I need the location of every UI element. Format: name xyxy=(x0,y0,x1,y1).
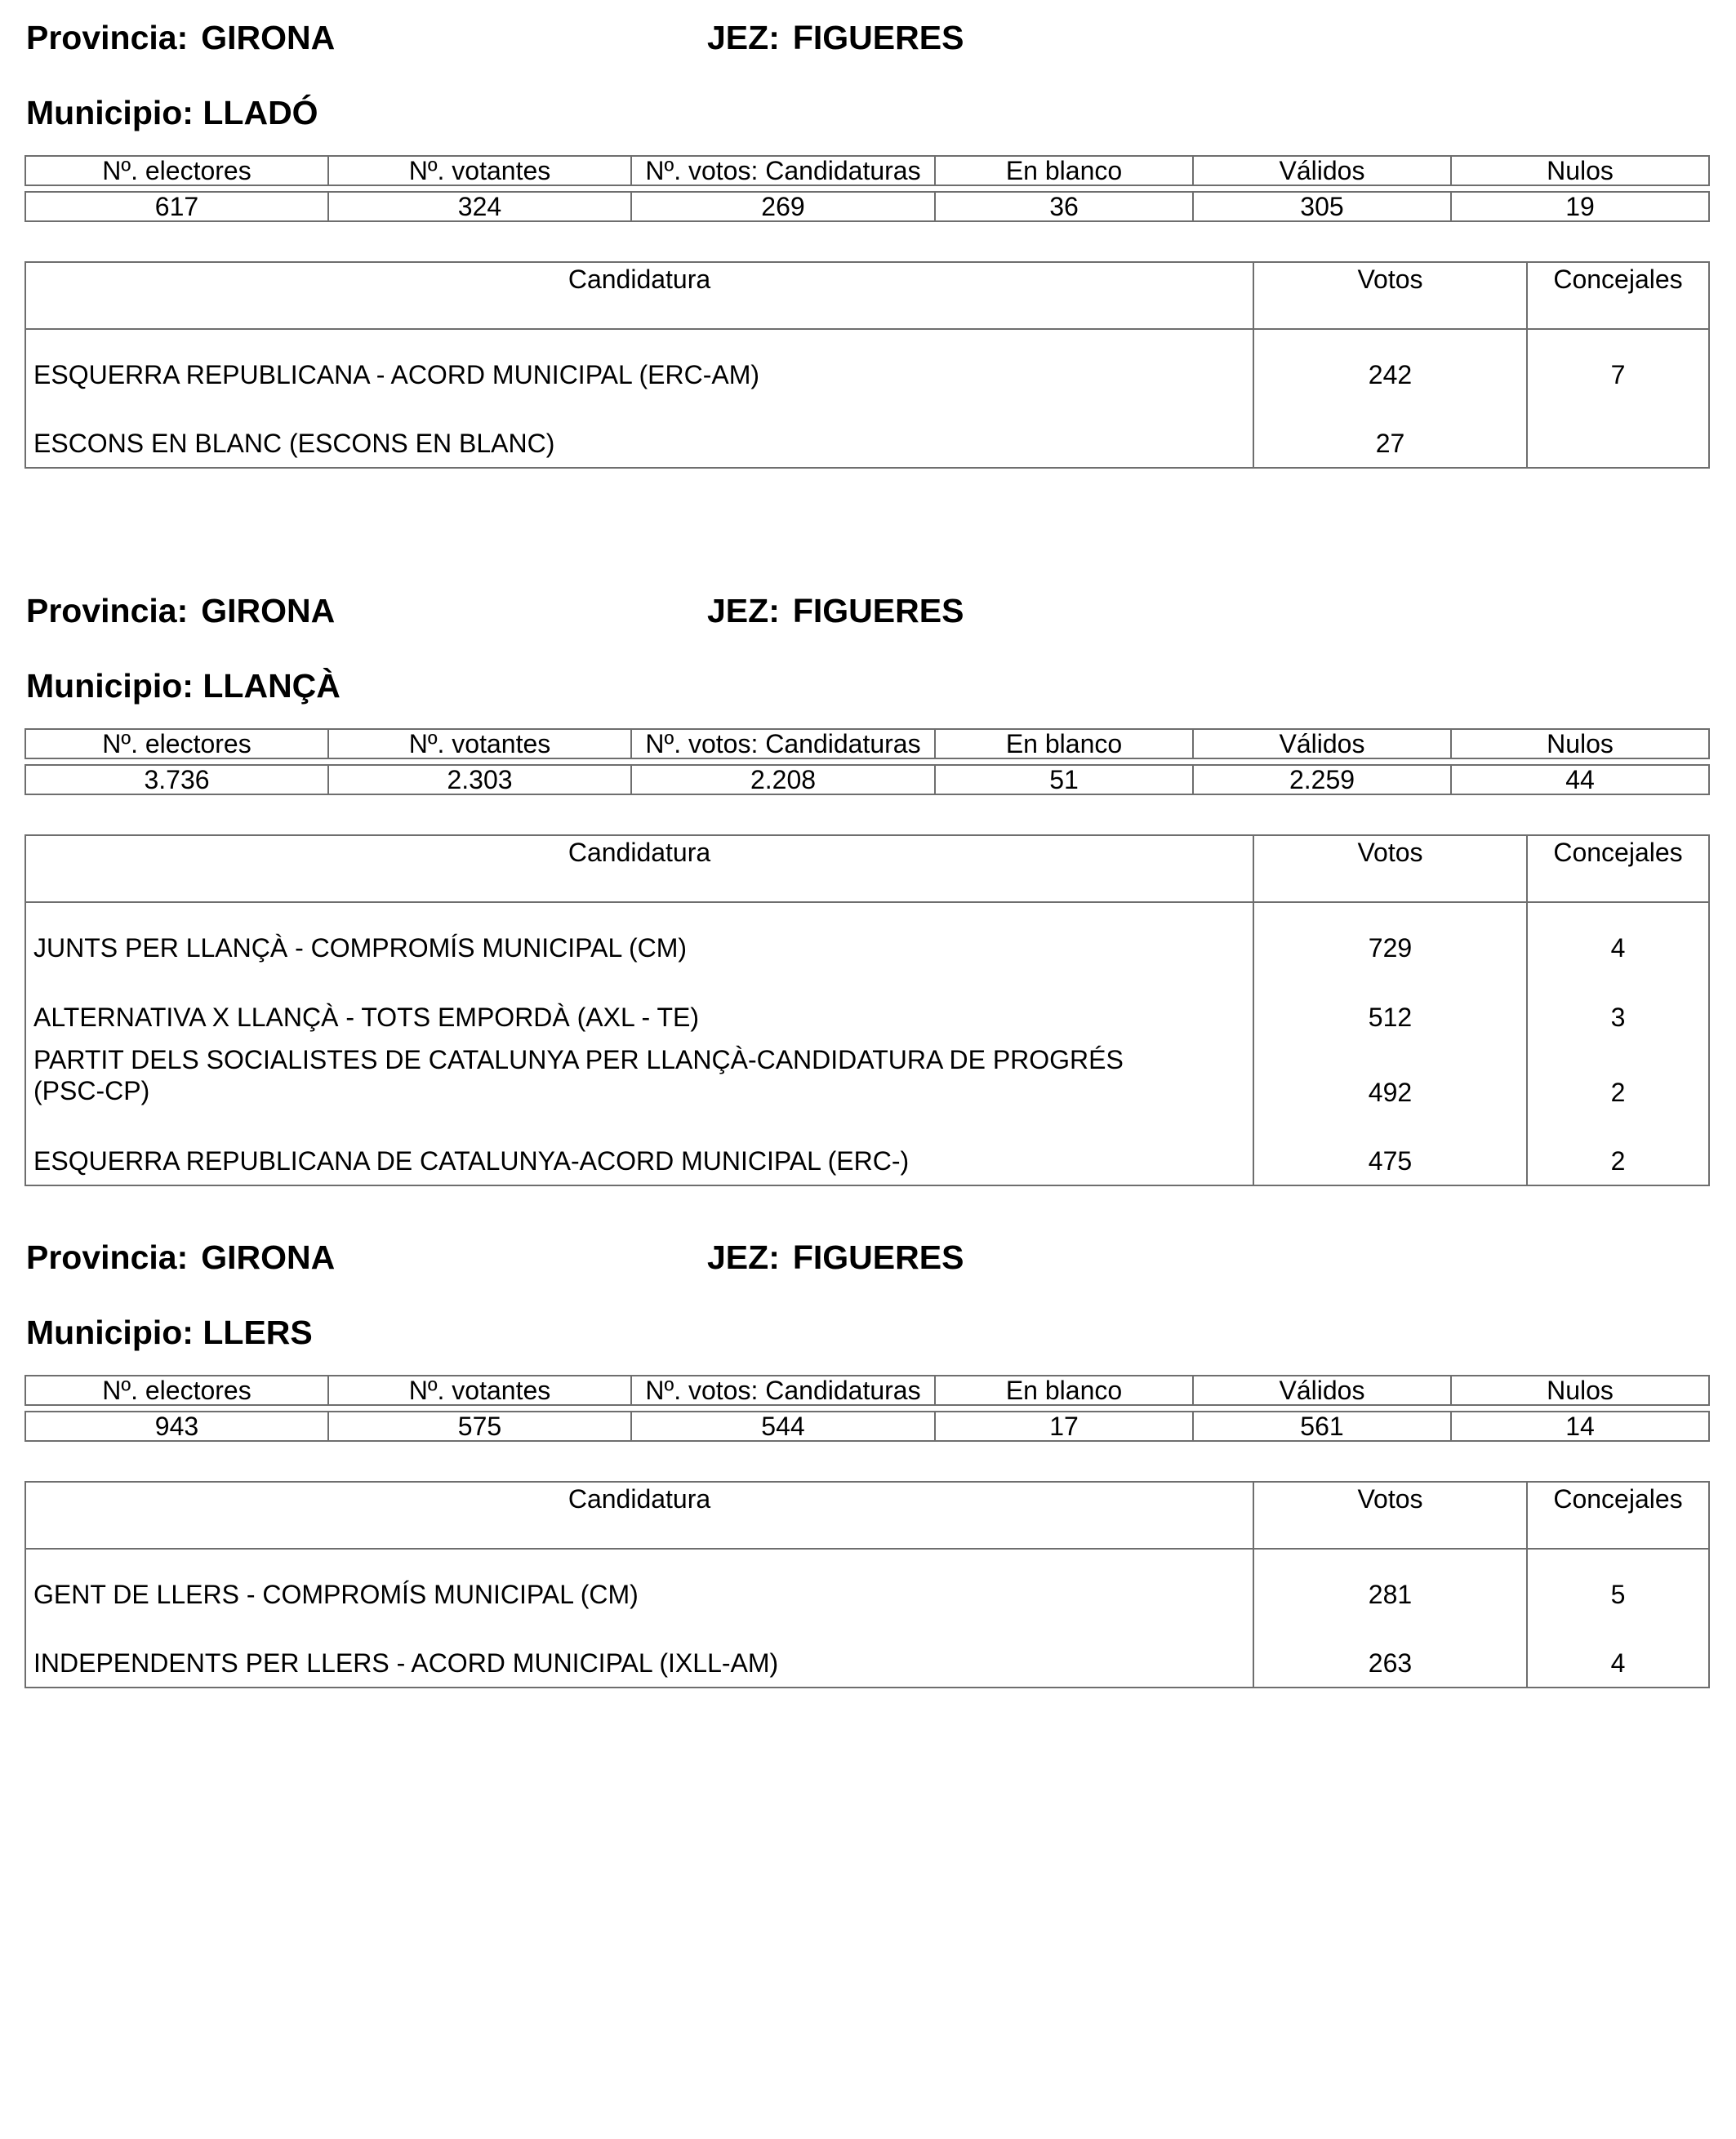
value-electores: 943 xyxy=(25,1412,328,1441)
value-votos-candidaturas: 269 xyxy=(631,192,935,221)
col-votos-candidaturas: Nº. votos: Candidaturas xyxy=(631,1376,935,1405)
candidates-table xyxy=(24,834,1710,1186)
table-row xyxy=(25,902,1709,972)
col-en-blanco: En blanco xyxy=(935,729,1193,758)
col-nulos: Nulos xyxy=(1451,156,1709,185)
municipio-line xyxy=(26,669,341,703)
candidate-name: INDEPENDENTS PER LLERS - ACORD MUNICIPAL (IXLL-AM) xyxy=(25,1618,1253,1688)
col-votos: Votos xyxy=(1253,835,1527,902)
col-validos: Válidos xyxy=(1193,729,1451,758)
candidate-concejales: 4 xyxy=(1527,902,1709,972)
value-electores: 3.736 xyxy=(25,765,328,794)
candidate-concejales: 4 xyxy=(1527,1618,1709,1688)
col-candidatura: Candidatura xyxy=(25,262,1253,329)
municipio-value: LLERS xyxy=(203,1314,313,1351)
provincia-line xyxy=(26,21,335,55)
value-en-blanco: 36 xyxy=(935,192,1193,221)
col-concejales: Concejales xyxy=(1527,835,1709,902)
summary-values-table xyxy=(24,1411,1710,1442)
table-row xyxy=(25,329,1709,398)
value-votos-candidaturas: 544 xyxy=(631,1412,935,1441)
value-votos-candidaturas: 2.208 xyxy=(631,765,935,794)
summary-values-table xyxy=(24,764,1710,795)
col-candidatura: Candidatura xyxy=(25,1482,1253,1549)
municipio-line xyxy=(26,1316,313,1350)
jez-label: JEZ: xyxy=(707,19,780,56)
table-row xyxy=(25,1618,1709,1688)
col-nulos: Nulos xyxy=(1451,1376,1709,1405)
candidate-name: ESQUERRA REPUBLICANA - ACORD MUNICIPAL (ERC-AM) xyxy=(25,329,1253,398)
candidate-votos: 729 xyxy=(1253,902,1527,972)
candidate-concejales xyxy=(1527,398,1709,468)
summary-header-table xyxy=(24,1375,1710,1406)
col-votantes: Nº. votantes xyxy=(328,156,631,185)
value-en-blanco: 51 xyxy=(935,765,1193,794)
municipio-value: LLADÓ xyxy=(203,94,318,131)
candidate-votos: 242 xyxy=(1253,329,1527,398)
municipio-label: Municipio: xyxy=(26,667,194,705)
candidate-concejales: 5 xyxy=(1527,1549,1709,1618)
value-validos: 305 xyxy=(1193,192,1451,221)
table-row xyxy=(25,398,1709,468)
provincia-value: GIRONA xyxy=(201,592,336,629)
value-nulos: 14 xyxy=(1451,1412,1709,1441)
provincia-label: Provincia: xyxy=(26,19,189,56)
col-electores: Nº. electores xyxy=(25,729,328,758)
col-electores: Nº. electores xyxy=(25,1376,328,1405)
value-nulos: 19 xyxy=(1451,192,1709,221)
provincia-label: Provincia: xyxy=(26,592,189,629)
candidate-votos: 263 xyxy=(1253,1618,1527,1688)
col-votantes: Nº. votantes xyxy=(328,1376,631,1405)
jez-line xyxy=(707,1238,964,1276)
col-en-blanco: En blanco xyxy=(935,1376,1193,1405)
jez-value: FIGUERES xyxy=(792,592,964,629)
candidates-table xyxy=(24,261,1710,469)
summary-header-table xyxy=(24,155,1710,186)
candidates-table xyxy=(24,1481,1710,1688)
jez-label: JEZ: xyxy=(707,1238,780,1276)
municipio-label: Municipio: xyxy=(26,94,194,131)
col-votos-candidaturas: Nº. votos: Candidaturas xyxy=(631,729,935,758)
col-en-blanco: En blanco xyxy=(935,156,1193,185)
value-en-blanco: 17 xyxy=(935,1412,1193,1441)
col-nulos: Nulos xyxy=(1451,729,1709,758)
candidate-concejales: 3 xyxy=(1527,972,1709,1041)
provincia-label: Provincia: xyxy=(26,1238,189,1276)
candidate-concejales: 2 xyxy=(1527,1116,1709,1185)
jez-line xyxy=(707,21,964,55)
table-row xyxy=(25,1116,1709,1185)
jez-value: FIGUERES xyxy=(792,19,964,56)
col-electores: Nº. electores xyxy=(25,156,328,185)
municipio-value: LLANÇÀ xyxy=(203,667,341,705)
value-nulos: 44 xyxy=(1451,765,1709,794)
candidate-votos: 512 xyxy=(1253,972,1527,1041)
table-row xyxy=(25,1549,1709,1618)
candidate-concejales: 7 xyxy=(1527,329,1709,398)
jez-line xyxy=(707,594,964,628)
candidate-name: GENT DE LLERS - COMPROMÍS MUNICIPAL (CM) xyxy=(25,1549,1253,1618)
candidate-votos: 475 xyxy=(1253,1116,1527,1185)
candidate-name: JUNTS PER LLANÇÀ - COMPROMÍS MUNICIPAL (CM) xyxy=(25,902,1253,972)
value-votantes: 2.303 xyxy=(328,765,631,794)
provincia-line xyxy=(26,1238,336,1276)
summary-header-table xyxy=(24,728,1710,759)
summary-values-table xyxy=(24,191,1710,222)
municipio-label: Municipio: xyxy=(26,1314,194,1351)
col-concejales: Concejales xyxy=(1527,262,1709,329)
col-votos: Votos xyxy=(1253,1482,1527,1549)
value-validos: 561 xyxy=(1193,1412,1451,1441)
candidate-votos: 492 xyxy=(1253,1041,1527,1116)
candidate-votos: 281 xyxy=(1253,1549,1527,1618)
candidate-name: PARTIT DELS SOCIALISTES DE CATALUNYA PER LLANÇÀ-CANDIDATURA DE PROGRÉS (PSC-CP) xyxy=(25,1041,1253,1116)
col-votos: Votos xyxy=(1253,262,1527,329)
provincia-value: GIRONA xyxy=(201,1238,336,1276)
jez-label: JEZ: xyxy=(707,592,780,629)
municipio-line xyxy=(26,96,318,130)
value-electores: 617 xyxy=(25,192,328,221)
candidate-concejales: 2 xyxy=(1527,1041,1709,1116)
table-row xyxy=(25,972,1709,1041)
table-row xyxy=(25,1041,1709,1116)
col-votantes: Nº. votantes xyxy=(328,729,631,758)
jez-value: FIGUERES xyxy=(792,1238,964,1276)
provincia-value: GIRONA xyxy=(201,19,336,56)
candidate-name: ESCONS EN BLANC (ESCONS EN BLANC) xyxy=(25,398,1253,468)
col-votos-candidaturas: Nº. votos: Candidaturas xyxy=(631,156,935,185)
col-validos: Válidos xyxy=(1193,156,1451,185)
value-validos: 2.259 xyxy=(1193,765,1451,794)
col-validos: Válidos xyxy=(1193,1376,1451,1405)
candidate-votos: 27 xyxy=(1253,398,1527,468)
candidate-name: ALTERNATIVA X LLANÇÀ - TOTS EMPORDÀ (AXL - TE) xyxy=(25,972,1253,1041)
value-votantes: 324 xyxy=(328,192,631,221)
provincia-line xyxy=(26,594,335,628)
value-votantes: 575 xyxy=(328,1412,631,1441)
col-candidatura: Candidatura xyxy=(25,835,1253,902)
col-concejales: Concejales xyxy=(1527,1482,1709,1549)
candidate-name: ESQUERRA REPUBLICANA DE CATALUNYA-ACORD MUNICIPAL (ERC-) xyxy=(25,1116,1253,1185)
